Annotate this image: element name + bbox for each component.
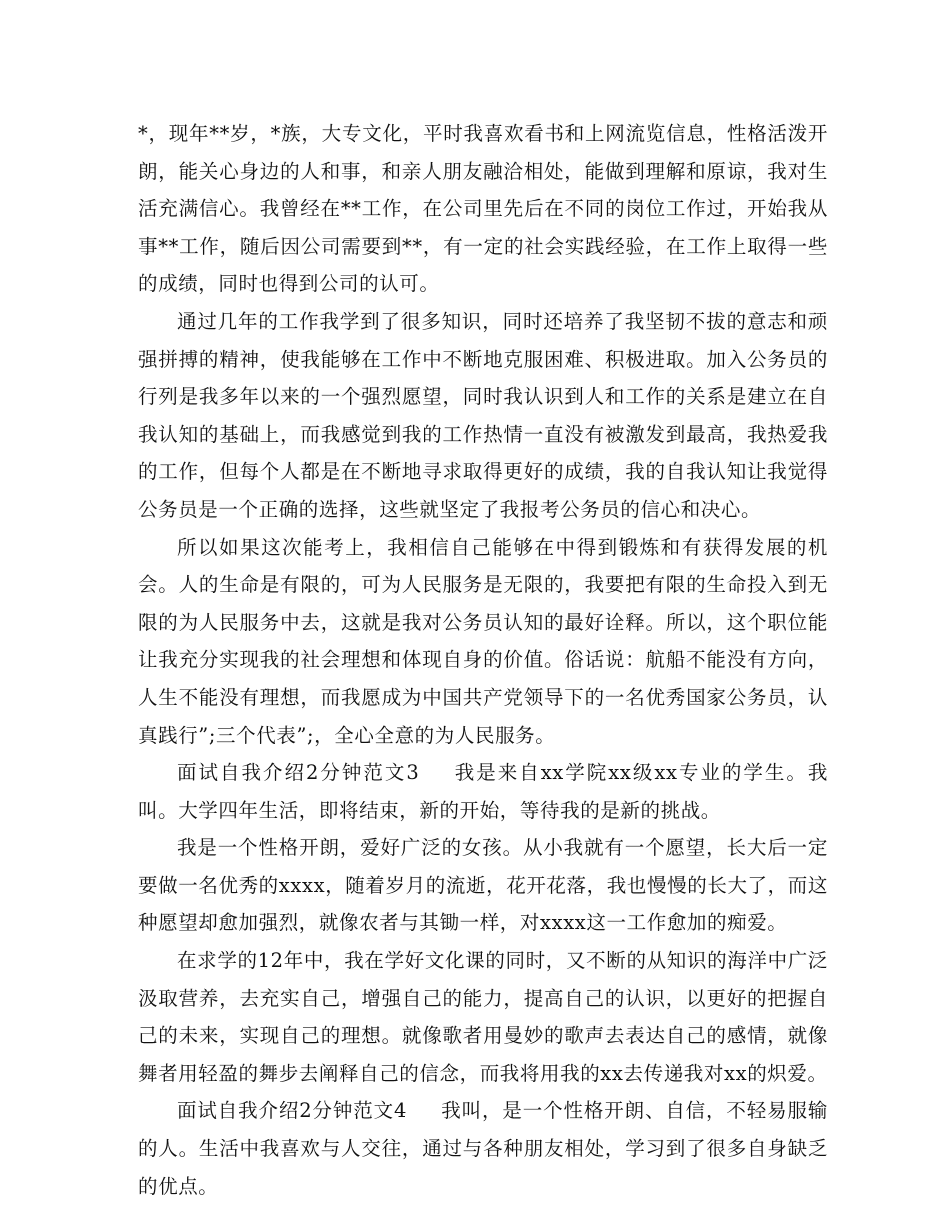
document-page (138, 115, 828, 1205)
paragraph-4 (138, 754, 828, 829)
paragraph-6 (138, 942, 828, 1092)
paragraph-3-text: 所以如果这次能考上，我相信自己能够在中得到锻炼和有获得发展的机会。人的生命是有限的，可为人民服务是无限的，我要把有限的生命投入到无限的为人民服务中去，这就是我对公务员认知的最好诠释。所以，这个职位能让我充分实现我的社会理想和体现自身的价值。俗话说：航船不能没有方向，人生不能没有理想，而我愿成为中国共产党领导下的一名优秀国家公务员，认真践行”;三个代表”;，全心全意的为人民服务。 (138, 535, 828, 747)
paragraph-2 (138, 303, 828, 529)
paragraph-6-text: 在求学的12年中，我在学好文化课的同时，又不断的从知识的海洋中广泛汲取营养，去充实自己，增强自己的能力，提高自己的认识，以更好的把握自己的未来，实现自己的理想。就像歌者用曼妙的歌声去表达自己的感情，就像舞者用轻盈的舞步去阐释自己的信念，而我将用我的xx去传递我对xx的炽爱。 (138, 949, 828, 1085)
paragraph-4-text: 我是来自xx学院xx级xx专业的学生。我叫。大学四年生活，即将结束，新的开始，等待我的是新的挑战。 (138, 761, 829, 822)
paragraph-1-text: *，现年**岁，*族，大专文化，平时我喜欢看书和上网流览信息，性格活泼开朗，能关心身边的人和事，和亲人朋友融洽相处，能做到理解和原谅，我对生活充满信心。我曾经在**工作，在公司里先后在不同的岗位工作过，开始我从事**工作，随后因公司需要到**，有一定的社会实践经验，在工作上取得一些的成绩，同时也得到公司的认可。 (138, 122, 828, 296)
paragraph-2-text: 通过几年的工作我学到了很多知识，同时还培养了我坚韧不拔的意志和顽强拼搏的精神，使我能够在工作中不断地克服困难、积极进取。加入公务员的行列是我多年以来的一个强烈愿望，同时我认识到人和工作的关系是建立在自我认知的基础上，而我感觉到我的工作热情一直没有被激发到最高，我热爱我的工作，但每个人都是在不断地寻求取得更好的成绩，我的自我认知让我觉得公务员是一个正确的选择，这些就坚定了我报考公务员的信心和决心。 (138, 309, 828, 521)
paragraph-1 (138, 115, 828, 303)
section-heading-3: 面试自我介绍2分钟范文3 (177, 761, 420, 785)
paragraph-3 (138, 529, 828, 755)
section-heading-4: 面试自我介绍2分钟范文4 (177, 1099, 407, 1123)
paragraph-7-text: 我叫，是一个性格开朗、自信，不轻易服输的人。生活中我喜欢与人交往，通过与各种朋友相处，学习到了很多自身缺乏的优点。 (138, 1099, 829, 1198)
paragraph-7 (138, 1092, 828, 1205)
paragraph-5 (138, 829, 828, 942)
paragraph-5-text: 我是一个性格开朗，爱好广泛的女孩。从小我就有一个愿望，长大后一定要做一名优秀的xxxx，随着岁月的流逝，花开花落，我也慢慢的长大了，而这种愿望却愈加强烈，就像农者与其锄一样，对xxxx这一工作愈加的痴爱。 (138, 836, 828, 935)
